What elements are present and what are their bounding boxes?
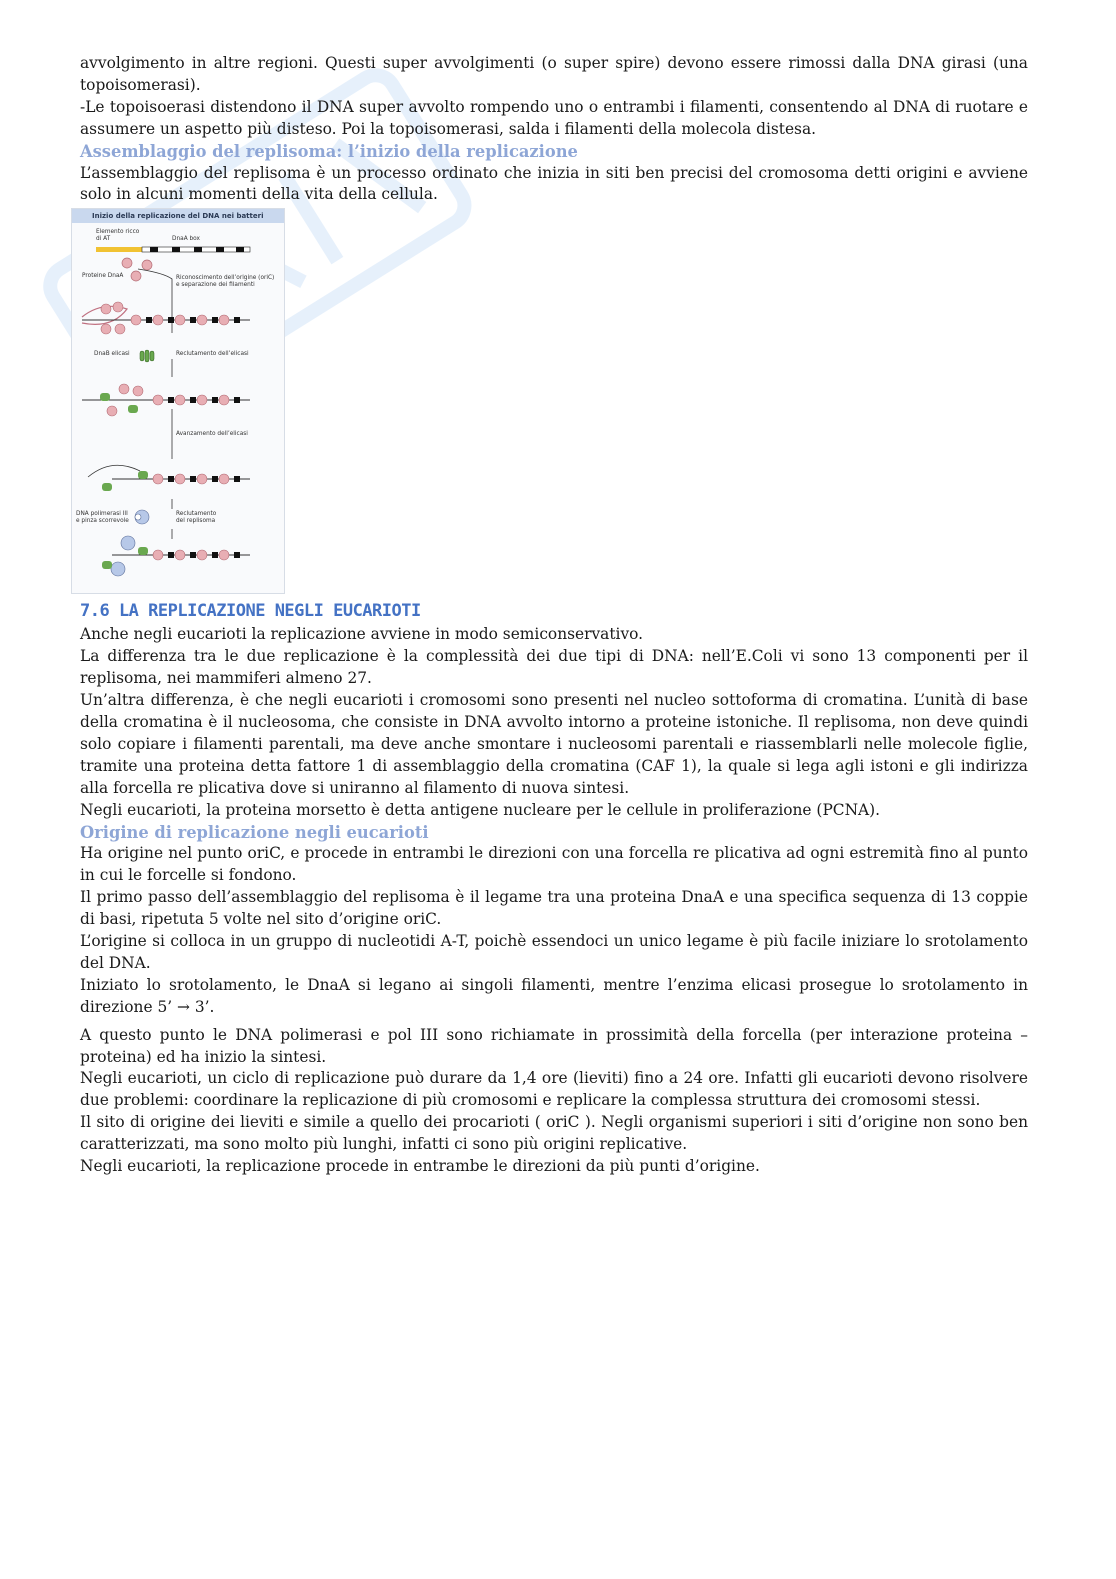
intro-paragraph-1: avvolgimento in altre regioni. Questi super avvolgimenti (o super spire) devono essere rimossi dalla DNA girasi (una topoisomerasi).: [80, 54, 1028, 94]
label-at-element: Elemento ricco di AT: [96, 229, 140, 243]
dna-row-2: [82, 384, 250, 416]
eukaryotes-paragraph-4: Negli eucarioti, la proteina morsetto è detta antigene nucleare per le cellule in proliferazione (PCNA).: [80, 800, 881, 819]
figure-title: Inizio della replicazione del DNA nei batteri: [72, 209, 284, 223]
origin-paragraph-7: Il sito di origine dei lieviti e simile a quello dei procarioti ( oriC ). Negli organismi superiori i siti d’origine non sono ben caratterizzati, ma sono molto più lunghi, infatti ci sono più origini replicative.: [80, 1113, 1028, 1154]
label-dnaa-box: DnaA box: [172, 236, 200, 243]
document-page: [76, 53, 1028, 1178]
replisome-paragraph: L’assemblaggio del replisoma è un processo ordinato che inizia in siti ben precisi del cromosoma detti origini e avviene solo in alcuni momenti della vita della cellula.: [80, 163, 1028, 204]
diagram-drawing: [72, 209, 284, 593]
label-step-advance: Avanzamento dell’elicasi: [176, 431, 248, 438]
label-dnab: DnaB elicasi: [94, 351, 130, 358]
section-heading-replisome: Assemblaggio del replisoma: l’inizio della replicazione: [80, 141, 578, 161]
section-heading-eukaryotes: 7.6 LA REPLICAZIONE NEGLI EUCARIOTI: [80, 601, 421, 622]
label-polymerase: DNA polimerasi III e pinza scorrevole: [76, 511, 129, 525]
eukaryotes-paragraph-2: La differenza tra le due replicazione è la complessità dei due tipi di DNA: nell’E.Coli vi sono 13 componenti per il replisoma, nei mammiferi almeno 27.: [80, 647, 1028, 688]
origin-paragraph-4: Iniziato lo srotolamento, le DnaA si legano ai singoli filamenti, mentre l’enzima elicasi prosegue lo srotolamento in direzione 5’ → 3’.: [80, 975, 1028, 1016]
dna-row-1: [82, 302, 250, 334]
origin-paragraph-3: L’origine si colloca in un gruppo di nucleotidi A-T, poichè essendoci un unico legame è più facile iniziare lo srotolamento del DNA.: [80, 932, 1028, 972]
eukaryotes-paragraph-1: Anche negli eucarioti la replicazione avviene in modo semiconservativo.: [80, 625, 644, 644]
label-step-helicase: Reclutamento dell’elicasi: [176, 351, 249, 358]
origin-paragraph-8: Negli eucarioti, la replicazione procede in entrambe le direzioni da più punti d’origine.: [80, 1157, 760, 1176]
helicase-icon: [140, 350, 154, 362]
label-dnaa-protein: Proteine DnaA: [82, 273, 124, 280]
dna-row-3: [88, 466, 250, 492]
replication-diagram: [71, 208, 285, 594]
origin-paragraph-2: Il primo passo dell’assemblaggio del replisoma è il legame tra una proteina DnaA e una specifica sequenza di 13 coppie di basi, ripetuta 5 volte nel sito d’origine oriC.: [80, 888, 1028, 929]
dna-row-4: [102, 536, 250, 576]
origin-paragraph-5: A questo punto le DNA polimerasi e pol III sono richiamate in prossimità della forcella (per interazione proteina – proteina) ed ha inizio la sintesi.: [80, 1025, 1028, 1066]
label-step-replisome: Reclutamento del replisoma: [176, 511, 217, 525]
origin-paragraph-6: Negli eucarioti, un ciclo di replicazione può durare da 1,4 ore (lieviti) fino a 24 ore. Infatti gli eucarioti devono risolvere due problemi: coordinare la replicazione di più cromosomi e replicare la complessa struttura dei cromosomi stessi.: [80, 1069, 1028, 1110]
eukaryotes-paragraph-3: Un’altra differenza, è che negli eucarioti i cromosomi sono presenti nel nucleo sottoforma di cromatina. L’unità di base della cromatina è il nucleosoma, che consiste in DNA avvolto intorno a proteine istoniche. Il replisoma, non deve quindi solo copiare i filamenti parentali, ma deve anche smontare i nucleosomi parentali e riassemblarli nelle molecole figlie, tramite una proteina detta fattore 1 di assemblaggio della cromatina (CAF 1), la quale si lega agli istoni e gli indirizza alla forcella re plicativa dove si uniranno al filamento di nuova sintesi.: [80, 691, 1028, 797]
label-step-origin: Riconoscimento dell’origine (oriC) e separazione dei filamenti: [176, 275, 275, 289]
section-heading-origin: Origine di replicazione negli eucarioti: [80, 822, 429, 842]
intro-paragraph-2: -Le topoisoerasi distendono il DNA super avvolto rompendo uno o entrambi i filamenti, consentendo al DNA di ruotare e assumere un aspetto più disteso. Poi la topoisomerasi, salda i filamenti della molecola distesa.: [80, 97, 1028, 138]
origin-paragraph-1: Ha origine nel punto oriC, e procede in entrambi le direzioni con una forcella re plicativa ad ogni estremità fino al punto in cui le forcelle si fondono.: [80, 844, 1028, 885]
polymerase-icon: [135, 510, 149, 524]
